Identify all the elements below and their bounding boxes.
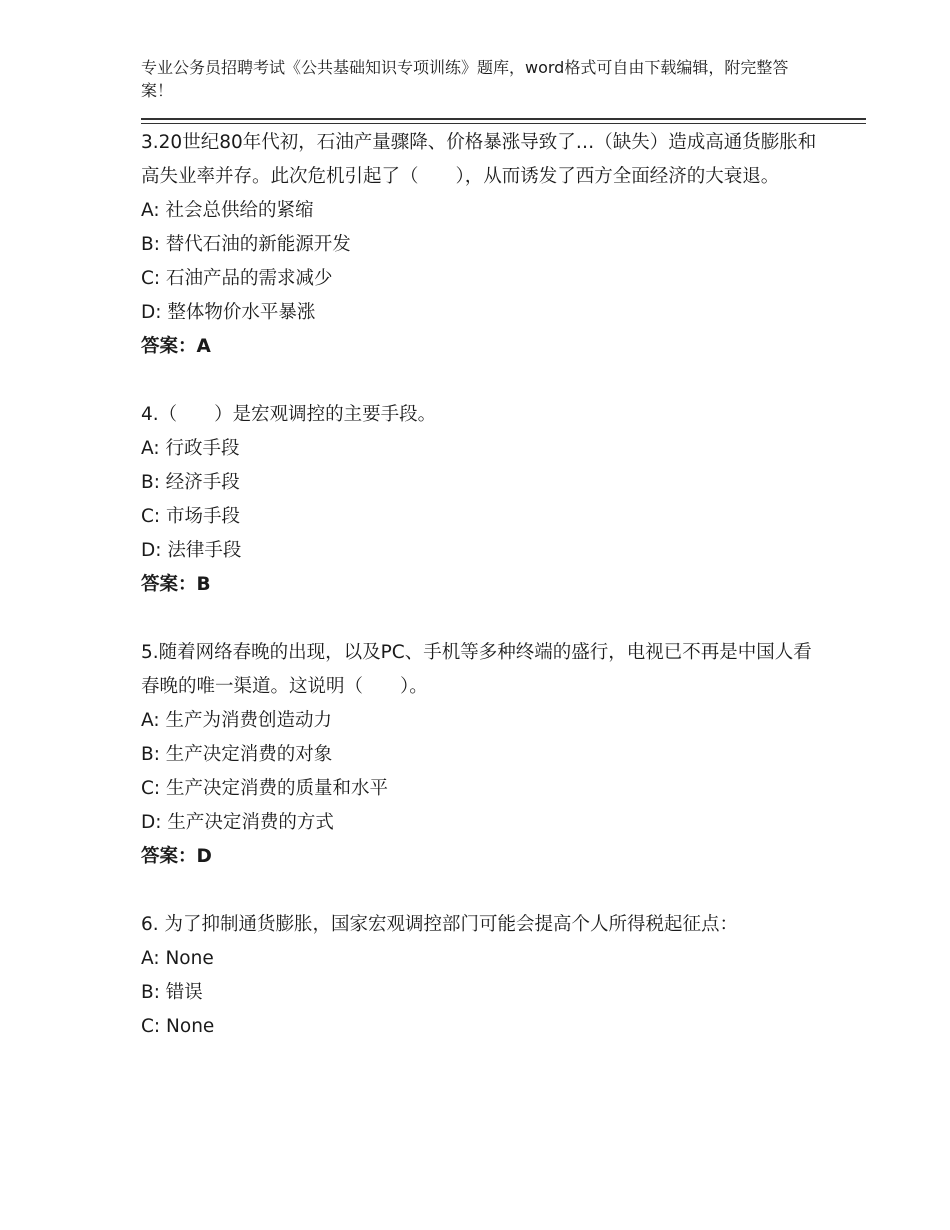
answer: 答案：B: [141, 574, 211, 595]
option-d: D: 整体物价水平暴涨: [141, 302, 316, 323]
question-4: [141, 398, 821, 602]
answer: 答案：D: [141, 846, 212, 867]
option-d: D: 法律手段: [141, 540, 242, 561]
question-stem: 6. 为了抑制通货膨胀，国家宏观调控部门可能会提高个人所得税起征点：: [141, 914, 739, 935]
answer: 答案：A: [141, 336, 211, 357]
option-a: A: None: [141, 948, 214, 969]
option-a: A: 生产为消费创造动力: [141, 710, 332, 731]
option-b: B: 生产决定消费的对象: [141, 744, 333, 765]
document-header: 专业公务员招聘考试《公共基础知识专项训练》题库，word格式可自由下载编辑，附完整答案！: [141, 58, 789, 100]
option-c: C: 生产决定消费的质量和水平: [141, 778, 389, 799]
option-a: A: 社会总供给的紧缩: [141, 200, 314, 221]
question-list: [141, 126, 821, 1078]
option-b: B: 替代石油的新能源开发: [141, 234, 351, 255]
option-c: C: 市场手段: [141, 506, 241, 527]
header-rule-thin: [141, 123, 866, 124]
question-stem: 4.（ ）是宏观调控的主要手段。: [141, 404, 437, 425]
question-5: [141, 636, 821, 874]
option-b: B: 经济手段: [141, 472, 240, 493]
question-stem: 3.20世纪80年代初，石油产量骤降、价格暴涨导致了…（缺失）造成高通货膨胀和高失业率并存。此次危机引起了（ ），从而诱发了西方全面经济的大衰退。: [141, 132, 817, 187]
question-6: [141, 908, 821, 1044]
option-d: D: 生产决定消费的方式: [141, 812, 334, 833]
option-c: C: 石油产品的需求减少: [141, 268, 333, 289]
header-rule-thick: [141, 118, 866, 120]
option-b: B: 错误: [141, 982, 203, 1003]
question-3: [141, 126, 821, 364]
option-c: C: None: [141, 1016, 215, 1037]
option-a: A: 行政手段: [141, 438, 240, 459]
question-stem: 5.随着网络春晚的出现，以及PC、手机等多种终端的盛行，电视已不再是中国人看春晚的唯一渠道。这说明（ ）。: [141, 642, 812, 697]
